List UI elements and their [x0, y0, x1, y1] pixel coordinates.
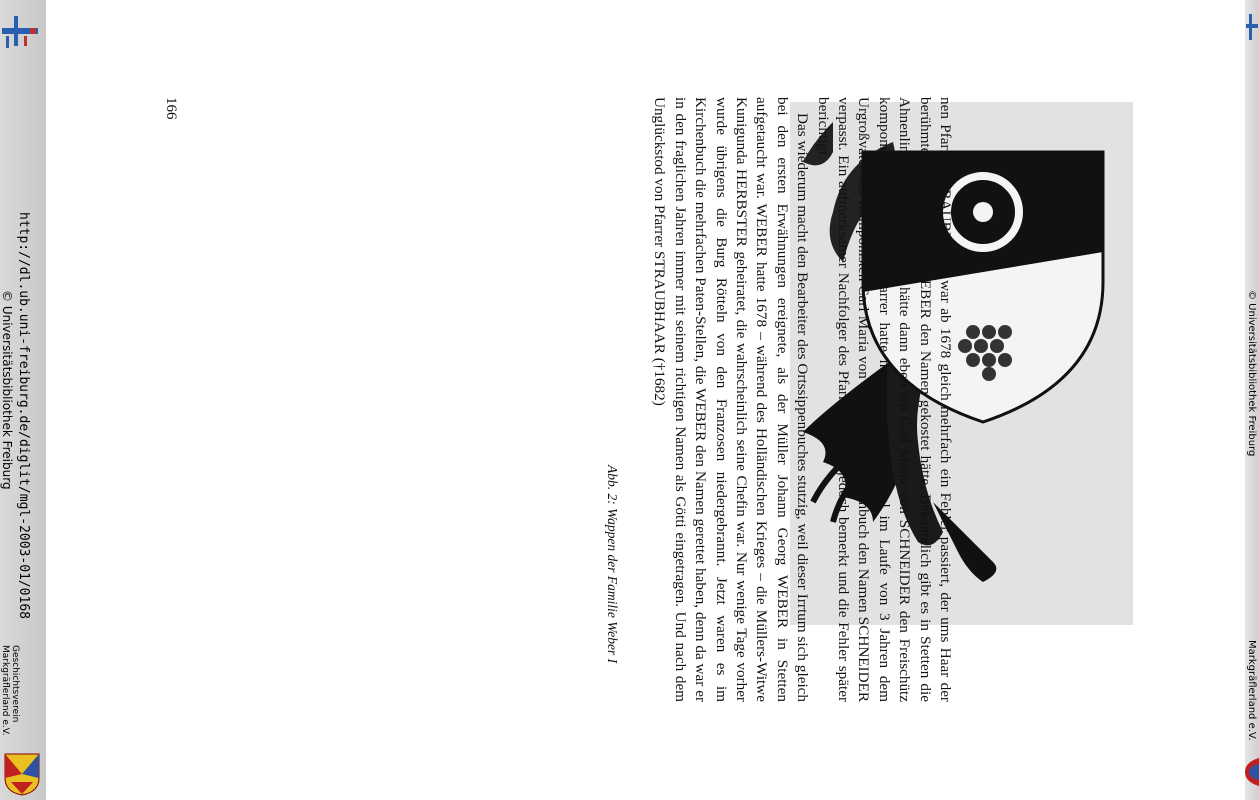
right-copyright-text: © Universitätsbibliothek Freiburg	[1246, 290, 1257, 457]
society-name-line1: Geschichtsverein	[10, 645, 20, 723]
society-crest-icon	[3, 752, 41, 796]
paragraph-1: nen Pfarrer STRAUBHAAR war ab 1678 gleich mehrfach ein Fehler passiert, der ums Haar der berühmten Musikerfamilie WEBER den Namen gekostet hätte. Bekanntlich gibt es in Stetten die Ahnenlinie WEBER. So aber hätte dann eben ein Carl Maria von SCHNEIDER den Freischütz komponieren müssen. Der Pfarrer hatte nämlich gleich dreimal im Laufe von 3 Jahren dem Urgroßvater des Komponisten Carl Maria von WEBER im Kirchenbuch den Namen SCHNEIDER verpasst. Ein aufmerksamer Nachfolger des Pfarrers hat das jedoch bemerkt und die Fehler später berichtigt.	[814, 97, 954, 702]
right-library-logo-icon	[1246, 14, 1258, 40]
paragraph-2: Das wiederum macht den Bearbeiter des Ortssippenbuches stutzig, weil dieser Irrtum sich gleich bei den ersten Erwähnungen ereignete, als der Müller Johann Georg WEBER in Stetten aufgetaucht war. WEBER hatte 1678 – während des Holländischen Krieges – die Müllers-Witwe Kunigunda HERBSTER geheiratet, die wahrscheinlich seine Chefin war. Nur wenige Tage vorher wurde übrigens die Burg Rötteln von den Franzosen niedergebrannt. Jetzt waren es im Kirchenbuch die mehrfachen Paten-Stellen, die WEBER den Namen gerettet haben, denn da war er in den fraglichen Jahren immer mit seinem richtigen Namen als Götti eingetragen. Und nach dem Unglückstod von Pfarrer STRAUBHAAR (†1682)	[651, 97, 812, 702]
right-society-text: Markgräflerland e.V.	[1246, 640, 1257, 741]
document-url[interactable]: http://dl.ub.uni-freiburg.de/diglit/mgl-2003-01/0168	[16, 212, 31, 619]
document-page	[163, 97, 955, 702]
university-library-logo-icon	[2, 14, 38, 50]
body-text	[649, 97, 955, 702]
figure-caption: Abb. 2: Wappen der Familie Weber I	[605, 465, 620, 664]
copyright-text: © Universitätsbibliothek Freiburg	[0, 290, 14, 490]
left-sidebar	[0, 0, 46, 800]
right-crest-icon	[1245, 758, 1259, 786]
page-number: 166	[163, 97, 179, 120]
society-name-line2: Markgräflerland e.V.	[0, 645, 10, 736]
